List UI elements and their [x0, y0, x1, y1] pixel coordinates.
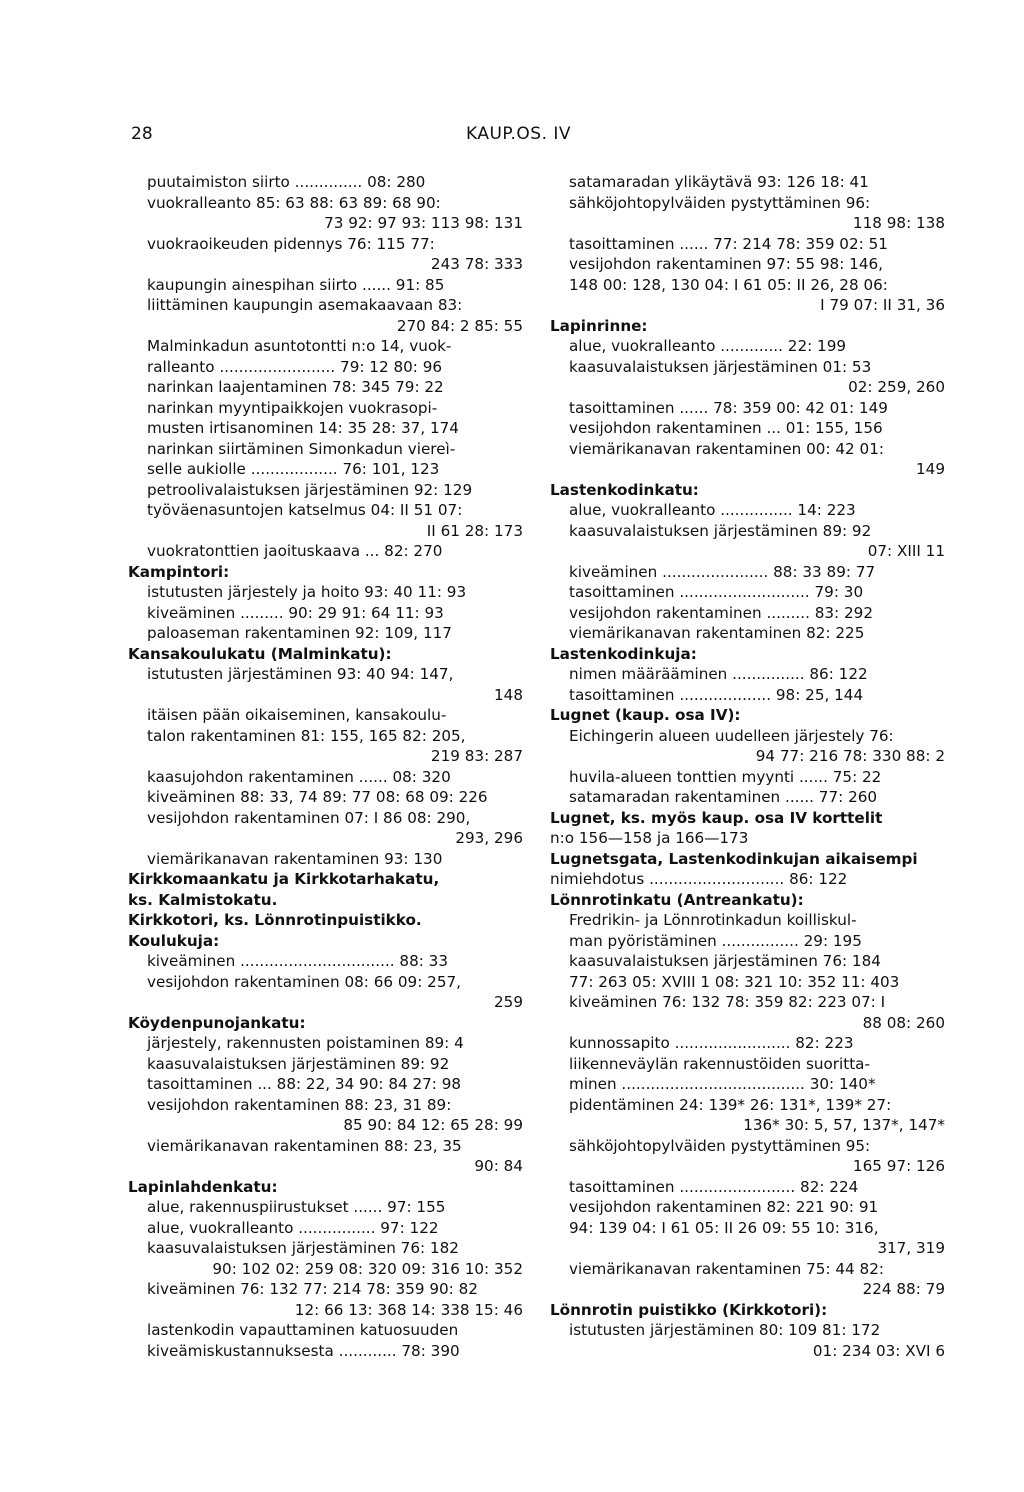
index-line: ralleanto ........................ 79: 12 80: 96	[147, 357, 443, 376]
index-line: puutaimiston siirto .............. 08: 280	[147, 173, 426, 191]
index-line: kiveäminen ......... 90: 29 91: 64 11: 93	[147, 603, 444, 622]
index-line: työväenasuntojen katselmus 04: II 51 07:	[147, 501, 463, 519]
index-line: satamaradan rakentaminen ...... 77: 260	[569, 788, 878, 806]
index-line: 165 97: 126	[852, 1157, 945, 1175]
index-heading: Lönnrotin puistikko (Kirkkotori):	[550, 1300, 828, 1319]
index-line: vesijohdon rakentaminen 97: 55 98: 146,	[569, 255, 883, 273]
index-line: 02: 259, 260	[848, 378, 945, 396]
index-line: 118 98: 138	[852, 214, 945, 232]
index-line: kaupungin ainespihan siirto ...... 91: 85	[147, 275, 445, 294]
index-line: 94: 139 04: I 61 05: II 26 09: 55 10: 316,	[569, 1218, 879, 1237]
index-line: kunnossapito ........................ 82: 223	[569, 1034, 854, 1052]
index-line: 259	[494, 993, 523, 1011]
index-line: talon rakentaminen 81: 155, 165 82: 205,	[147, 726, 466, 745]
index-line: narinkan siirtäminen Simonkadun viereì-	[147, 439, 456, 458]
index-line: tasoittaminen ...... 77: 214 78: 359 02: 51	[569, 234, 888, 253]
index-line: satamaradan ylikäytävä 93: 126 18: 41	[569, 173, 869, 191]
index-line: kiveäminen ................................ 88: 33	[147, 952, 448, 970]
index-line: 01: 234 03: XVI 6	[812, 1341, 945, 1360]
index-line: II 61 28: 173	[426, 521, 523, 540]
index-line: Malminkadun asuntotontti n:o 14, vuok-	[147, 337, 452, 355]
index-line: viemärikanavan rakentaminen 88: 23, 35	[147, 1136, 462, 1155]
index-heading: Köydenpunojankatu:	[128, 1013, 306, 1032]
index-line: kaasuvalaistuksen järjestäminen 76: 182	[147, 1239, 459, 1257]
index-line: man pyöristäminen ................ 29: 195	[569, 931, 862, 950]
index-line: 90: 84	[474, 1157, 523, 1175]
index-heading: Lugnetsgata, Lastenkodinkujan aikaisempi	[550, 849, 918, 868]
index-line: istutusten järjestäminen 93: 40 94: 147,	[147, 665, 454, 683]
index-line: vuokralleanto 85: 63 88: 63 89: 68 90:	[147, 193, 441, 212]
index-line: kaasuvalaistuksen järjestäminen 89: 92	[147, 1054, 450, 1073]
page-number: 28	[131, 124, 153, 144]
index-line: alue, rakennuspiirustukset ...... 97: 155	[147, 1198, 446, 1216]
index-line: kiveäminen 88: 33, 74 89: 77 08: 68 09: 226	[147, 788, 488, 806]
index-line: 94 77: 216 78: 330 88: 2	[755, 747, 945, 765]
index-line: viemärikanavan rakentaminen 93: 130	[147, 849, 443, 868]
index-heading: Lastenkodinkuja:	[550, 644, 697, 663]
index-line: järjestely, rakennusten poistaminen 89: 4	[147, 1034, 464, 1052]
index-line: viemärikanavan rakentaminen 00: 42 01:	[569, 439, 884, 458]
index-heading: Lapinrinne:	[550, 316, 648, 335]
index-line: selle aukiolle .................. 76: 101, 123	[147, 460, 440, 478]
index-line: 243 78: 333	[430, 255, 523, 273]
index-line: Eichingerin alueen uudelleen järjestely 76:	[569, 726, 894, 745]
index-line: 85 90: 84 12: 65 28: 99	[343, 1116, 523, 1134]
index-line: kiveäminen ...................... 88: 33 89: 77	[569, 562, 876, 581]
index-heading: Lastenkodinkatu:	[550, 480, 699, 499]
index-line: vesijohdon rakentaminen 07: I 86 08: 290,	[147, 808, 471, 827]
index-line: 07: XIII 11	[867, 542, 945, 560]
index-heading: Kansakoulukatu (Malminkatu):	[128, 644, 392, 663]
index-line: liittäminen kaupungin asemakaavaan 83:	[147, 296, 463, 314]
running-head: KAUP.OS. IV	[466, 124, 572, 144]
index-line: n:o 156—158 ja 166—173	[550, 829, 749, 847]
index-line: itäisen pään oikaiseminen, kansakoulu-	[147, 706, 447, 724]
index-line: sähköjohtopylväiden pystyttäminen 96:	[569, 193, 871, 212]
index-line: nimen määrääminen ............... 86: 122	[569, 665, 868, 683]
index-line: I 79 07: II 31, 36	[820, 296, 945, 314]
index-line: kaasuvalaistuksen järjestäminen 89: 92	[569, 521, 872, 540]
index-line: pidentäminen 24: 139* 26: 131*, 139* 27:	[569, 1095, 892, 1114]
index-line: 149	[916, 460, 945, 478]
index-line: 12: 66 13: 368 14: 338 15: 46	[294, 1300, 523, 1319]
index-line: sähköjohtopylväiden pystyttäminen 95:	[569, 1136, 871, 1155]
index-line: 293, 296	[455, 829, 523, 847]
index-line: petroolivalaistuksen järjestäminen 92: 129	[147, 480, 473, 499]
index-line: 148	[494, 685, 523, 704]
index-line: tasoittaminen ... 88: 22, 34 90: 84 27: 98	[147, 1075, 462, 1093]
index-line: tasoittaminen ........................... 79: 30	[569, 583, 864, 601]
index-line: minen ...................................... 30: 140*	[569, 1075, 876, 1093]
index-line: kiveäminen 76: 132 78: 359 82: 223 07: I	[569, 993, 886, 1011]
index-line: kiveämiskustannuksesta ............ 78: 390	[147, 1341, 460, 1360]
index-line: 148 00: 128, 130 04: I 61 05: II 26, 28 06:	[569, 275, 888, 294]
index-line: 90: 102 02: 259 08: 320 09: 316 10: 352	[212, 1259, 523, 1278]
index-line: narinkan myyntipaikkojen vuokrasopi-	[147, 398, 438, 417]
index-line: viemärikanavan rakentaminen 75: 44 82:	[569, 1259, 884, 1278]
index-line: musten irtisanominen 14: 35 28: 37, 174	[147, 419, 459, 437]
index-line: 224 88: 79	[862, 1280, 945, 1298]
index-line: 219 83: 287	[430, 747, 523, 765]
index-line: 317, 319	[877, 1239, 945, 1257]
index-line: paloaseman rakentaminen 92: 109, 117	[147, 624, 452, 642]
index-heading: Kampintori:	[128, 562, 230, 581]
index-heading: Lugnet, ks. myös kaup. osa IV korttelit	[550, 808, 883, 827]
index-heading: Lapinlahdenkatu:	[128, 1177, 278, 1196]
index-line: vesijohdon rakentaminen ... 01: 155, 156	[569, 419, 883, 437]
index-line: kaasujohdon rakentaminen ...... 08: 320	[147, 767, 451, 786]
index-line: alue, vuokralleanto ............... 14: 223	[569, 501, 856, 519]
index-column-left	[128, 172, 523, 1361]
index-line: vesijohdon rakentaminen 08: 66 09: 257,	[147, 972, 461, 991]
index-line: tasoittaminen ................... 98: 25, 144	[569, 685, 864, 704]
index-line: kaasuvalaistuksen järjestäminen 76: 184	[569, 952, 881, 970]
index-line: vesijohdon rakentaminen ......... 83: 292	[569, 603, 873, 622]
index-line: istutusten järjestely ja hoito 93: 40 11: 93	[147, 583, 467, 601]
index-heading: Lönnrotinkatu (Antreankatu):	[550, 890, 804, 909]
index-heading: Kirkkomaankatu ja Kirkkotarhakatu,	[128, 870, 440, 888]
index-line: 77: 263 05: XVIII 1 08: 321 10: 352 11: 403	[569, 972, 900, 991]
index-heading: Kirkkotori, ks. Lönnrotinpuistikko.	[128, 911, 422, 929]
index-line: vuokratonttien jaoituskaava ... 82: 270	[147, 542, 443, 560]
index-line: 136* 30: 5, 57, 137*, 147*	[743, 1116, 945, 1134]
index-line: Fredrikin- ja Lönnrotinkadun koilliskul-	[569, 911, 857, 929]
index-column-right	[550, 172, 945, 1361]
index-line: narinkan laajentaminen 78: 345 79: 22	[147, 378, 444, 396]
index-line: vuokraoikeuden pidennys 76: 115 77:	[147, 234, 435, 253]
index-line: 270 84: 2 85: 55	[396, 316, 523, 335]
index-line: kiveäminen 76: 132 77: 214 78: 359 90: 82	[147, 1280, 478, 1298]
index-line: kaasuvalaistuksen järjestäminen 01: 53	[569, 357, 872, 376]
index-line: istutusten järjestäminen 80: 109 81: 172	[569, 1321, 881, 1339]
index-line: vesijohdon rakentaminen 82: 221 90: 91	[569, 1198, 879, 1216]
index-heading: ks. Kalmistokatu.	[128, 890, 278, 909]
index-line: vesijohdon rakentaminen 88: 23, 31 89:	[147, 1095, 452, 1114]
index-line: tasoittaminen ...... 78: 359 00: 42 01: 149	[569, 398, 888, 417]
index-line: liikenneväylän rakennustöiden suoritta-	[569, 1054, 870, 1073]
index-line: lastenkodin vapauttaminen katuosuuden	[147, 1321, 459, 1339]
index-heading: Koulukuja:	[128, 931, 220, 950]
index-line: tasoittaminen ........................ 82: 224	[569, 1177, 859, 1196]
index-heading: Lugnet (kaup. osa IV):	[550, 706, 741, 724]
index-line: viemärikanavan rakentaminen 82: 225	[569, 624, 865, 642]
index-line: 88 08: 260	[862, 1013, 945, 1032]
index-line: alue, vuokralleanto ............. 22: 199	[569, 337, 847, 355]
index-line: 73 92: 97 93: 113 98: 131	[324, 214, 523, 232]
index-line: huvila-alueen tonttien myynti ...... 75: 22	[569, 767, 882, 786]
index-line: nimiehdotus ............................ 86: 122	[550, 870, 848, 888]
index-line: alue, vuokralleanto ................ 97: 122	[147, 1218, 439, 1237]
